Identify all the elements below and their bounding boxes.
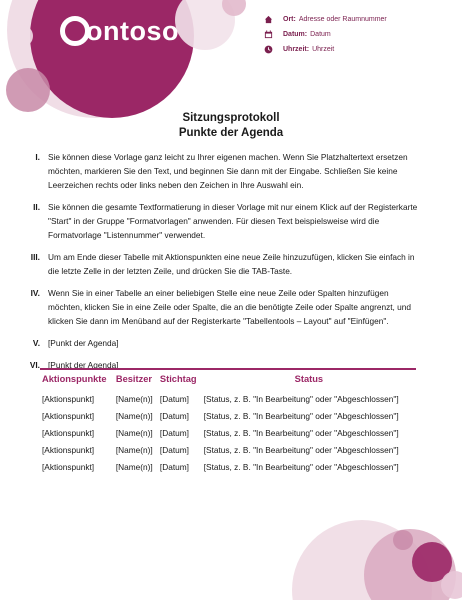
cell-owner[interactable]: [Name(n)] xyxy=(115,461,153,472)
meta-date-label: Datum: xyxy=(283,31,308,38)
agenda-text[interactable]: Sie können die gesamte Textformatierung in dieser Vorlage mit nur einem Klick auf der Registerkarte "Start" in der Gruppe "Formatvorlagen" anwenden. Für diesen Text beispielsweise wird die Formatvorlage "Listennummer" verwendet. xyxy=(48,202,418,240)
deco-circle xyxy=(11,25,33,47)
cell-status[interactable]: [Status, z. B. "In Bearbeitung" oder "Abgeschlossen"] xyxy=(203,461,399,472)
cell-action-item[interactable]: [Aktionspunkt] xyxy=(42,393,95,404)
deco-circle xyxy=(6,68,50,112)
cell-action-item[interactable]: [Aktionspunkt] xyxy=(42,410,95,421)
cell-action-item[interactable]: [Aktionspunkt] xyxy=(42,461,95,472)
agenda-number: IV. xyxy=(30,288,40,298)
cell-owner[interactable]: [Name(n)] xyxy=(115,410,153,421)
table-header-row xyxy=(40,369,416,387)
agenda-number: VI. xyxy=(29,360,40,370)
header-due-date: Stichtag xyxy=(158,369,202,387)
agenda-text[interactable]: [Punkt der Agenda] xyxy=(48,360,119,370)
cell-due-date[interactable]: [Datum] xyxy=(159,393,189,404)
agenda-text[interactable]: Wenn Sie in einer Tabelle an einer beliebigen Stelle eine neue Zeile oder Spalten hinzufügen möchten, klicken Sie in eine Zeile oder Spalte, die an die benötigte Zeile oder Spalte angrenzt, und klicken Sie dann im Menüband auf der Registerkarte "Tabellentools – Layout" auf "Einfügen". xyxy=(48,288,411,326)
cell-action-item[interactable]: [Aktionspunkt] xyxy=(42,427,95,438)
contoso-logo xyxy=(60,14,179,48)
header-action-items: Aktionspunkte xyxy=(40,369,114,387)
cell-status[interactable]: [Status, z. B. "In Bearbeitung" oder "Abgeschlossen"] xyxy=(203,427,399,438)
title-line-1: Sitzungsprotokoll xyxy=(182,112,280,124)
cell-owner[interactable]: [Name(n)] xyxy=(115,427,153,438)
deco-circle xyxy=(393,530,413,550)
agenda-list xyxy=(20,150,420,380)
logo-text: ontoso xyxy=(86,15,179,46)
meta-location-value[interactable]: Adresse oder Raumnummer xyxy=(298,16,387,23)
agenda-number: II. xyxy=(33,202,40,212)
calendar-icon xyxy=(262,30,274,39)
cell-status[interactable]: [Status, z. B. "In Bearbeitung" oder "Abgeschlossen"] xyxy=(203,410,399,421)
document-title xyxy=(0,111,462,141)
cell-owner[interactable]: [Name(n)] xyxy=(115,393,153,404)
agenda-number: III. xyxy=(30,252,40,262)
agenda-text[interactable]: [Punkt der Agenda] xyxy=(48,338,119,348)
cell-status[interactable]: [Status, z. B. "In Bearbeitung" oder "Abgeschlossen"] xyxy=(203,393,399,404)
meta-time xyxy=(262,42,387,57)
agenda-item xyxy=(20,336,420,350)
clock-icon xyxy=(262,45,274,54)
header-owner: Besitzer xyxy=(114,369,158,387)
action-items-table xyxy=(40,368,416,475)
cell-due-date[interactable]: [Datum] xyxy=(159,461,189,472)
agenda-text[interactable]: Um am Ende dieser Tabelle mit Aktionspunkten eine neue Zeile hinzuzufügen, klicken Sie einfach in die letzte Zelle in der letzten Zeile, und drücken Sie die TAB-Taste. xyxy=(48,252,415,276)
cell-due-date[interactable]: [Datum] xyxy=(159,427,189,438)
agenda-item xyxy=(20,150,420,192)
table-row xyxy=(40,441,416,458)
agenda-item xyxy=(20,200,420,242)
agenda-number: I. xyxy=(35,152,40,162)
table-row xyxy=(40,458,416,475)
meta-location xyxy=(262,12,387,27)
agenda-item xyxy=(20,286,420,328)
agenda-text[interactable]: Sie können diese Vorlage ganz leicht zu Ihrer eigenen machen. Wenn Sie Platzhaltertext ersetzen möchten, markieren Sie den Text, und beginnen Sie dann mit der Eingabe. Schließen Sie keine Leerzeichen rechts oder links neben den Zeichen in Ihre Auswahl ein. xyxy=(48,152,408,190)
meeting-details xyxy=(262,12,387,57)
agenda-item xyxy=(20,250,420,278)
cell-owner[interactable]: [Name(n)] xyxy=(115,444,153,455)
cell-action-item[interactable]: [Aktionspunkt] xyxy=(42,444,95,455)
table-row xyxy=(40,387,416,407)
meta-date xyxy=(262,27,387,42)
meta-location-label: Ort: xyxy=(283,16,296,23)
meta-time-value[interactable]: Uhrzeit xyxy=(312,46,335,53)
table-row xyxy=(40,424,416,441)
cell-status[interactable]: [Status, z. B. "In Bearbeitung" oder "Abgeschlossen"] xyxy=(203,444,399,455)
title-line-2: Punkte der Agenda xyxy=(178,127,284,139)
meta-time-label: Uhrzeit: xyxy=(283,46,310,53)
table-row xyxy=(40,407,416,424)
cell-due-date[interactable]: [Datum] xyxy=(159,410,189,421)
cell-due-date[interactable]: [Datum] xyxy=(159,444,189,455)
agenda-number: V. xyxy=(32,338,40,348)
header-status: Status xyxy=(202,369,416,387)
meta-date-value[interactable]: Datum xyxy=(310,31,331,38)
home-icon xyxy=(262,15,274,24)
